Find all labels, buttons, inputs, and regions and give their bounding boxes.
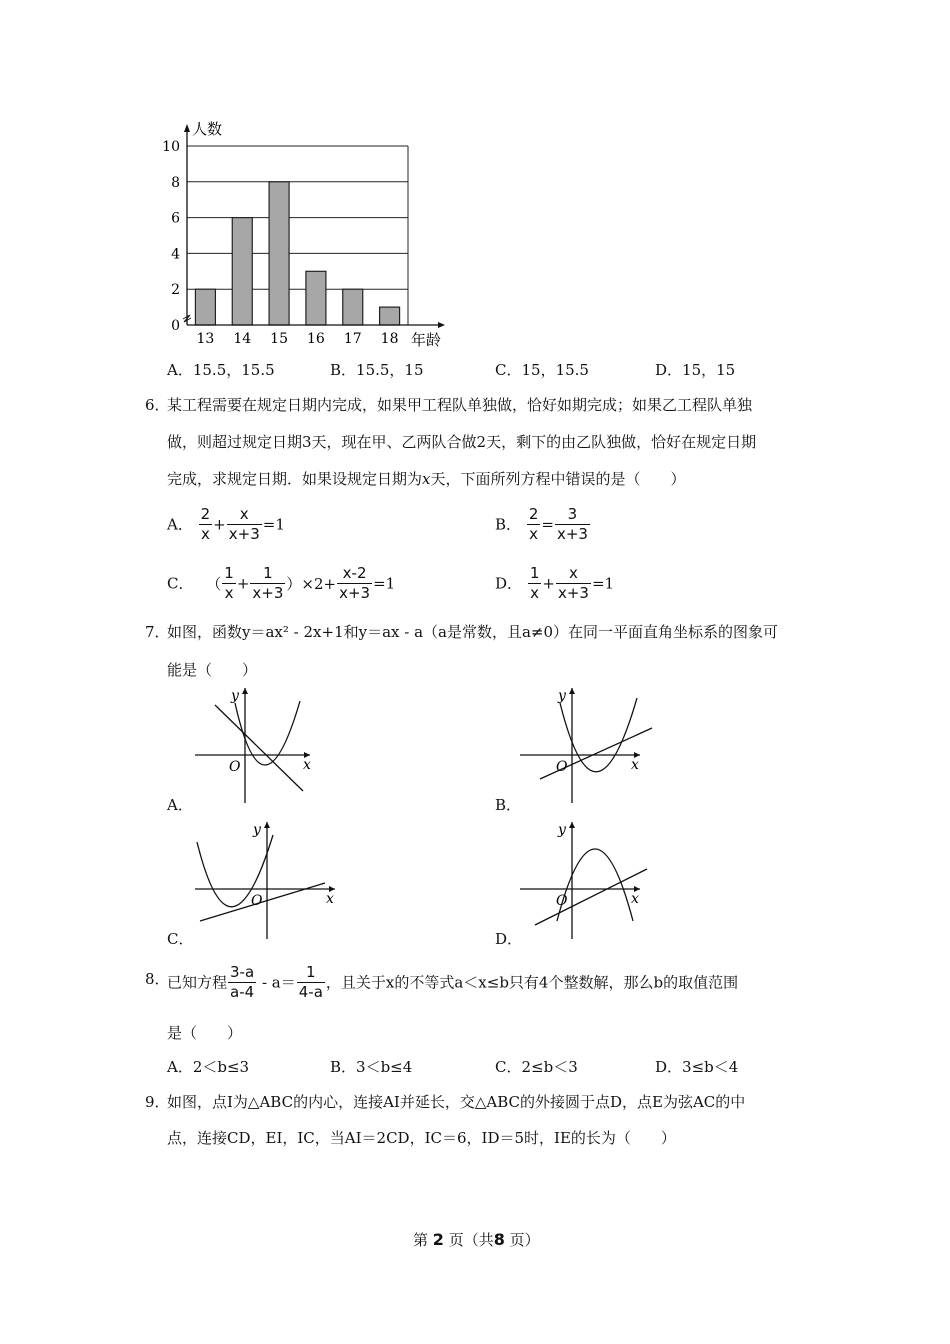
y-tick-label: 8 xyxy=(171,174,180,191)
q8-option-d: D．3≤b＜4 xyxy=(655,1058,739,1076)
origin-label: O xyxy=(556,759,568,775)
axis-y-label: y xyxy=(253,822,261,838)
q7-graph-d xyxy=(515,817,655,942)
axis-x-label: x xyxy=(631,757,639,773)
axis-y-label: y xyxy=(231,688,239,704)
bar xyxy=(306,271,326,325)
bar xyxy=(380,307,400,325)
y-tick-label: 2 xyxy=(171,282,180,299)
q6-line1: 某工程需要在规定日期内完成，如果甲工程队单独做，恰好如期完成；如果乙工程队单独 xyxy=(167,396,753,414)
x-tick-label: 16 xyxy=(307,331,325,347)
x-axis-label: 年龄 xyxy=(411,331,442,349)
q5-option-d: D．15，15 xyxy=(655,361,736,379)
q8-number: 8． xyxy=(145,970,170,988)
q7-graph-b xyxy=(515,683,655,808)
bar xyxy=(232,218,252,325)
q6-option-c: C． （ $\frac{1}{x}$ + $\frac{1}{x+3}$ ）×2+ $\frac{x-2}{x+3}$ =1 xyxy=(167,564,396,602)
q7-line1: 如图，函数y＝ax² - 2x+1和y＝ax - a（a是常数，且a≠0）在同一平面直角坐标系的图象可 xyxy=(167,623,779,641)
q9-line2: 点，连接CD，EI，IC，当AI＝2CD，IC＝6，ID＝5时，IE的长为（ ） xyxy=(167,1129,676,1147)
q9-line1: 如图，点I为△ABC的内心，连接AI并延长，交△ABC的外接圆于点D，点E为弦AC的中 xyxy=(167,1093,746,1111)
q6-option-a: A． $\frac{2}{x}$ + $\frac{x}{x+3}$ =1 xyxy=(167,505,285,543)
q6-line2: 做，则超过规定日期3天，现在甲、乙两队合做2天，剩下的由乙队独做，恰好在规定日期 xyxy=(167,433,757,451)
bar xyxy=(269,182,289,325)
y-tick-label: 4 xyxy=(171,246,180,263)
axis-y-label: y xyxy=(558,688,566,704)
q7-label-b: B． xyxy=(495,796,522,814)
y-tick-label: 0 xyxy=(171,318,180,334)
q5-option-a: A．15.5，15.5 xyxy=(167,361,275,379)
q6-line3: 完成，求规定日期．如果设规定日期为x天，下面所列方程中错误的是（ ） xyxy=(167,470,686,488)
q5-option-c: C．15，15.5 xyxy=(495,361,589,379)
y-axis-arrow xyxy=(184,124,190,132)
axis-y-label: y xyxy=(558,822,566,838)
q7-line2: 能是（ ） xyxy=(167,661,258,679)
q8-option-b: B．3＜b≤4 xyxy=(330,1058,413,1076)
q7-label-a: A． xyxy=(167,796,193,814)
y-tick-label: 10 xyxy=(162,139,180,155)
axis-x-label: x xyxy=(631,891,639,907)
age-histogram xyxy=(150,118,460,350)
x-tick-label: 14 xyxy=(233,331,252,347)
bar xyxy=(343,289,363,325)
q9-number: 9． xyxy=(145,1093,170,1111)
page-footer: 第 2 页（共8 页） xyxy=(413,1230,540,1249)
y-axis-label: 人数 xyxy=(192,120,223,138)
q6-option-d: D． $\frac{1}{x}$ + $\frac{x}{x+3}$ =1 xyxy=(495,564,615,602)
origin-label: O xyxy=(229,759,241,775)
q7-label-d: D． xyxy=(495,930,523,948)
y-tick-label: 6 xyxy=(171,210,180,227)
axis-x-label: x xyxy=(303,757,311,773)
q7-graph-c xyxy=(185,817,345,942)
bar xyxy=(195,289,215,325)
q5-option-b: B．15.5，15 xyxy=(330,361,424,379)
q7-graph-a xyxy=(185,683,325,808)
q8-option-c: C．2≤b＜3 xyxy=(495,1058,578,1076)
origin-label: O xyxy=(556,893,568,909)
x-tick-label: 13 xyxy=(196,331,215,347)
q7-label-c: C． xyxy=(167,930,194,948)
q8-option-a: A．2＜b≤3 xyxy=(167,1058,250,1076)
q7-number: 7． xyxy=(145,623,170,641)
x-tick-label: 17 xyxy=(343,331,362,347)
q6-number: 6． xyxy=(145,396,170,414)
origin-label: O xyxy=(251,893,263,909)
x-axis-arrow xyxy=(438,322,445,328)
q8-line2: 是（ ） xyxy=(167,1024,243,1042)
x-tick-label: 15 xyxy=(270,331,288,347)
q6-option-b: B． $\frac{2}{x}$ = $\frac{3}{x+3}$ xyxy=(495,505,588,543)
axis-x-label: x xyxy=(326,891,334,907)
x-tick-label: 18 xyxy=(380,331,399,347)
q8-line1: 已知方程 $\frac{3-a}{a-4}$ - a＝ $\frac{1}{4-a}$ ，且关于x的不等式a＜x≤b只有4个整数解，那么b的取值范围 xyxy=(167,963,739,1001)
